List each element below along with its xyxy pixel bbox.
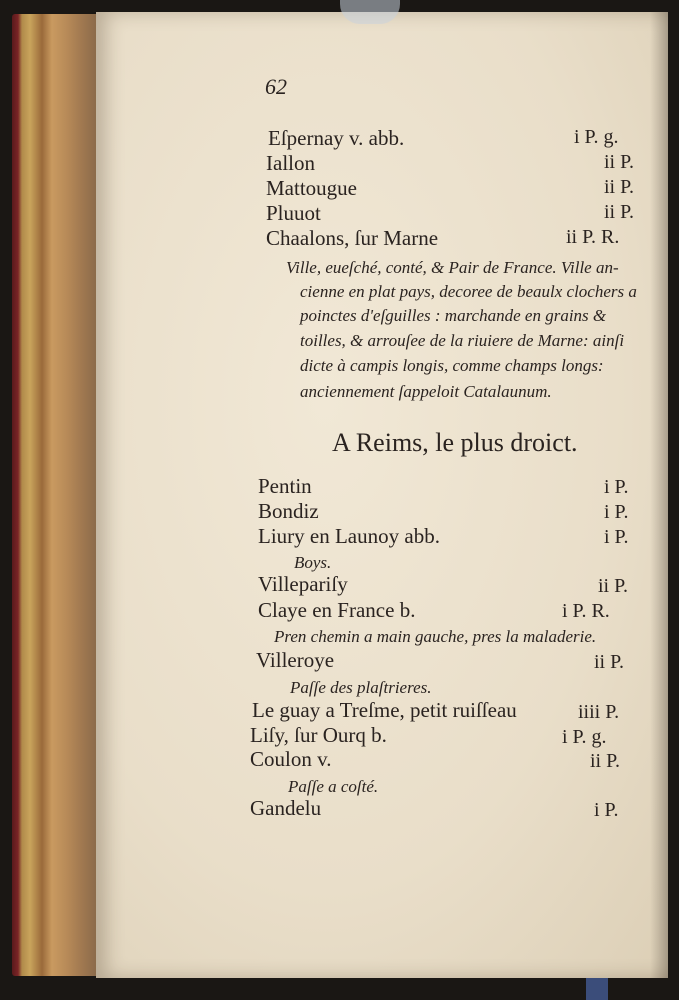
entry-marks: ii P. bbox=[594, 651, 625, 673]
entry-name: Mattougue bbox=[266, 176, 357, 200]
entry-marks: ii P. R. bbox=[566, 226, 620, 248]
entry-name: Villepariſy bbox=[258, 572, 348, 596]
entry-marks: i P. bbox=[594, 799, 619, 821]
entry-marks: iiii P. bbox=[578, 701, 620, 723]
entry-marks: i P. bbox=[604, 476, 629, 498]
entry-marks: i P. bbox=[604, 526, 629, 548]
entry-name: Liury en Launoy abb. bbox=[258, 524, 440, 548]
route-note: Paſſe a coſté. bbox=[288, 777, 379, 796]
entry-marks: ii P. bbox=[604, 176, 635, 198]
entry-name: Bondiz bbox=[258, 499, 319, 523]
description-line: dicte à campis longis, comme champs longs: bbox=[300, 356, 604, 375]
entry-name: Coulon v. bbox=[250, 747, 332, 771]
description-line: cienne en plat pays, decoree de beaulx clochers a bbox=[300, 282, 637, 301]
entry-marks: ii P. bbox=[604, 201, 635, 223]
entry-marks: i P. g. bbox=[574, 126, 619, 148]
route-note: Paſſe des plaſtrieres. bbox=[290, 678, 432, 697]
bookmark-ribbon bbox=[586, 978, 608, 1000]
route-note: Pren chemin a main gauche, pres la maladerie. bbox=[274, 627, 597, 646]
description-line: anciennement ſappeloit Catalaunum. bbox=[300, 382, 552, 401]
entry-name: Villeroye bbox=[256, 648, 335, 672]
entry-name: Claye en France b. bbox=[258, 598, 416, 622]
entry-name: Eſpernay v. abb. bbox=[268, 126, 405, 150]
entry-name: Pluuot bbox=[266, 201, 321, 225]
description-line: toilles, & arrouſee de la riuiere de Marne: ainſi bbox=[300, 331, 625, 350]
entry-marks: ii P. bbox=[590, 750, 621, 772]
entry-name: Liſy, ſur Ourq b. bbox=[250, 723, 387, 747]
entry-marks: ii P. bbox=[604, 151, 635, 173]
entry-marks: i P. g. bbox=[562, 726, 607, 748]
section-heading: A Reims, le plus droict. bbox=[332, 428, 578, 457]
page-gutter-shadow bbox=[650, 12, 668, 978]
book-page-edges bbox=[12, 14, 102, 976]
entry-name: Iallon bbox=[266, 151, 315, 175]
route-note: Boys. bbox=[294, 553, 332, 572]
entry-name: Chaalons, ſur Marne bbox=[266, 226, 439, 250]
entry-marks: i P. bbox=[604, 501, 629, 523]
description-line: poinctes d'eſguilles : marchande en grains & bbox=[300, 306, 607, 325]
page-clip bbox=[340, 0, 400, 24]
page-number: 62 bbox=[265, 74, 287, 99]
book-page bbox=[96, 12, 668, 978]
description-line: Ville, eueſché, conté, & Pair de France. Ville an- bbox=[286, 258, 619, 277]
entry-name: Le guay a Treſme, petit ruiſſeau bbox=[252, 698, 517, 722]
entry-marks: ii P. bbox=[598, 575, 629, 597]
entry-name: Gandelu bbox=[250, 796, 322, 820]
entry-name: Pentin bbox=[258, 474, 312, 498]
entry-marks: i P. R. bbox=[562, 600, 610, 622]
